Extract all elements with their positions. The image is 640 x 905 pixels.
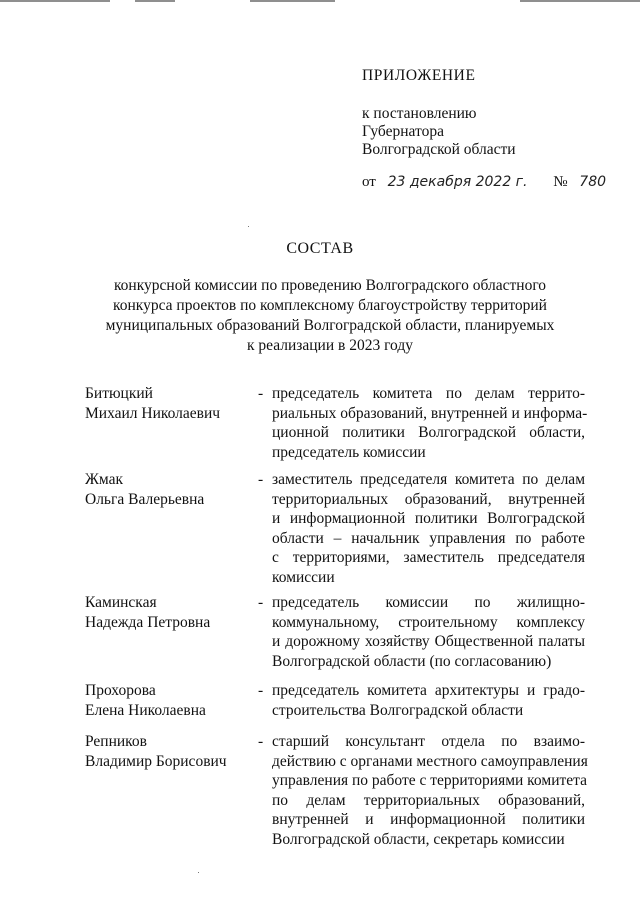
member-surname: Битюцкий	[85, 385, 153, 402]
member-dash: -	[258, 471, 264, 488]
role-line: председатель комитета по делам террито-	[272, 385, 585, 402]
member-surname: Прохорова	[85, 682, 156, 699]
role-line: коммунальному, строительному комплексу	[272, 613, 585, 631]
role-line: области – начальник управления по работе	[272, 529, 585, 547]
member-role	[272, 732, 588, 849]
member-given-name: Елена Николаевна	[85, 701, 206, 719]
role-line: председатель комиссии	[272, 443, 426, 461]
member-surname: Репников	[85, 733, 147, 750]
role-line: внутренней и информационной политики	[272, 811, 585, 828]
role-line: председатель комитета архитектуры и градо-	[272, 682, 585, 699]
member-given-name: Михаил Николаевич	[85, 404, 221, 422]
subtitle-line: к реализации в 2023 году	[246, 337, 413, 354]
member-name	[85, 384, 255, 423]
scan-speck	[198, 872, 199, 873]
member-role	[272, 470, 585, 587]
member-role	[272, 593, 585, 671]
role-line: Волгоградской области, секретарь комиссии	[272, 830, 565, 848]
role-line: Волгоградской области (по согласованию)	[272, 652, 552, 670]
appendix-title: ПРИЛОЖЕНИЕ	[362, 67, 476, 84]
scan-top-rule	[135, 0, 175, 2]
member-dash: -	[258, 682, 264, 699]
decree-number: 780	[579, 174, 607, 190]
scan-top-rule	[520, 0, 640, 2]
member-name	[85, 593, 255, 632]
member-given-name: Надежда Петровна	[85, 613, 211, 631]
role-line: строительства Волгоградской области	[272, 701, 524, 719]
decree-reference	[362, 174, 606, 191]
role-line: по делам территориальных образований,	[272, 791, 585, 809]
role-line: территориальных образований, внутренней	[272, 490, 585, 508]
subtitle-line: муниципальных образований Волгоградской области, планируемых	[105, 317, 555, 334]
member-surname: Жмак	[85, 471, 124, 488]
member-given-name: Ольга Валерьевна	[85, 490, 205, 508]
role-line: и дорожному хозяйству Общественной палаты	[272, 633, 585, 650]
member-role	[272, 384, 588, 462]
subtitle-line: конкурсной комиссии по проведению Волгоградского областного	[113, 277, 547, 294]
member-name	[85, 681, 255, 720]
member-name	[85, 732, 255, 771]
scan-top-rule	[250, 0, 335, 2]
appendix-line: Волгоградской области	[362, 141, 516, 158]
role-line: старший консультант отдела по взаимо-	[272, 733, 585, 750]
number-prefix: №	[553, 174, 568, 190]
document-subtitle	[95, 276, 565, 356]
role-line: действию с органами местного самоуправления	[272, 752, 588, 770]
member-name	[85, 470, 255, 509]
member-role	[272, 681, 585, 720]
member-dash: -	[258, 733, 264, 750]
role-line: комиссии	[272, 568, 335, 586]
scan-speck	[248, 226, 249, 227]
role-line: риальных образований, внутренней и информа-	[272, 404, 588, 422]
member-surname: Каминская	[85, 594, 157, 611]
role-line: заместитель председателя комитета по делам	[272, 471, 585, 488]
role-line: с территориями, заместитель председателя	[272, 549, 585, 566]
appendix-line: к постановлению	[362, 105, 477, 122]
document-title: СОСТАВ	[286, 240, 354, 257]
scan-top-rule	[0, 0, 110, 2]
appendix-line: Губернатора	[362, 123, 444, 140]
subtitle-line: конкурса проектов по комплексному благоустройству территорий	[113, 297, 547, 314]
role-line: ционной политики Волгоградской области,	[272, 424, 585, 441]
role-line: председатель комиссии по жилищно-	[272, 594, 585, 611]
member-dash: -	[258, 594, 264, 611]
role-line: и информационной политики Волгоградской	[272, 510, 585, 527]
member-given-name: Владимир Борисович	[85, 752, 227, 770]
role-line: управления по работе с территориями комитета	[272, 772, 587, 789]
decree-date: 23 декабря 2022 г.	[387, 174, 528, 190]
date-prefix: от	[362, 174, 376, 190]
member-dash: -	[258, 385, 264, 402]
